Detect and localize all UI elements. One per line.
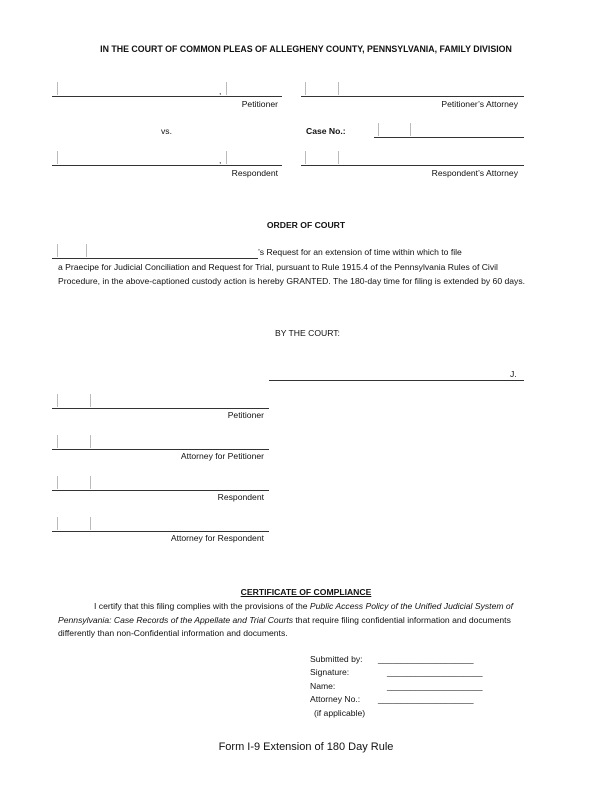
signature-label: Signature: (310, 667, 350, 677)
distribution-marker (90, 476, 91, 489)
distribution-label-attorney-respondent: Attorney for Respondent (170, 533, 264, 543)
form-title: Form I-9 Extension of 180 Day Rule (218, 741, 394, 753)
petitioner-field-marker (57, 82, 58, 95)
attorney-no-label: Attorney No.: (310, 694, 361, 704)
petitioner-comma: , (219, 86, 222, 96)
distribution-line-petitioner[interactable] (52, 408, 269, 409)
judge-suffix: J. (510, 369, 517, 379)
distribution-marker (90, 517, 91, 530)
certificate-text-2: that require filing confidential information and documents differently than non-Confidential information and documents. (58, 614, 511, 639)
case-no-line[interactable] (374, 137, 524, 138)
signature-field[interactable]: ____________________ (387, 667, 483, 677)
distribution-marker (90, 394, 91, 407)
name-field[interactable]: ____________________ (387, 681, 483, 691)
attorney-no-field[interactable]: ____________________ (378, 694, 474, 704)
petitioner-name-line[interactable] (52, 96, 282, 97)
case-no-field-marker (378, 123, 379, 136)
respondent-attorney-field-marker (338, 151, 339, 164)
distribution-label-respondent: Respondent (217, 492, 264, 502)
petitioner-attorney-field-marker (338, 82, 339, 95)
petitioner-attorney-label: Petitioner’s Attorney (441, 99, 518, 109)
case-no-field-marker (410, 123, 411, 136)
certificate-text-1: I certify that this filing complies with the provisions of the (94, 601, 310, 611)
respondent-attorney-field-marker (305, 151, 306, 164)
certificate-policy-name: Public Access Policy of the Unified Judicial System of Pennsylvania: Case Records of the Appellate and Trial Courts (58, 601, 514, 625)
name-label: Name: (310, 681, 336, 691)
distribution-line-respondent[interactable] (52, 490, 269, 491)
respondent-comma: , (219, 155, 222, 165)
order-body: a Praecipe for Judicial Conciliation and Request for Trial, pursuant to Rule 1915.4 of the Pennsylvania Rules of Civil Procedure, in the above-captioned custody action is hereby GRANTED. The 180-day time for filing is extended by 60 days. (58, 262, 526, 286)
distribution-marker (57, 394, 58, 407)
petitioner-attorney-line[interactable] (301, 96, 524, 97)
certificate-text (58, 600, 542, 641)
distribution-marker (57, 476, 58, 489)
order-title: ORDER OF COURT (266, 220, 346, 230)
petitioner-attorney-field-marker (305, 82, 306, 95)
distribution-line-attorney-respondent[interactable] (52, 531, 269, 532)
requesting-party-marker (57, 244, 58, 257)
distribution-label-attorney-petitioner: Attorney for Petitioner (180, 451, 264, 461)
requesting-party-line[interactable] (52, 258, 258, 259)
requesting-party-marker (86, 244, 87, 257)
distribution-marker (57, 435, 58, 448)
case-no-label: Case No.: (306, 126, 346, 136)
order-first-line: ’s Request for an extension of time within which to file (258, 247, 462, 257)
judge-signature-line[interactable] (269, 380, 524, 381)
by-the-court: BY THE COURT: (275, 328, 340, 338)
respondent-field-marker (226, 151, 227, 164)
respondent-name-line[interactable] (52, 165, 282, 166)
submitted-by-label: Submitted by: (310, 654, 363, 664)
vs-label: vs. (161, 126, 172, 136)
respondent-attorney-line[interactable] (301, 165, 524, 166)
distribution-line-attorney-petitioner[interactable] (52, 449, 269, 450)
distribution-label-petitioner: Petitioner (227, 410, 264, 420)
respondent-attorney-label: Respondent’s Attorney (431, 168, 518, 178)
submitted-by-field[interactable]: ____________________ (378, 654, 474, 664)
respondent-label: Respondent (231, 168, 278, 178)
petitioner-field-marker (226, 82, 227, 95)
if-applicable-note: (if applicable) (314, 708, 366, 718)
distribution-marker (90, 435, 91, 448)
certificate-title: CERTIFICATE OF COMPLIANCE (240, 587, 372, 597)
court-title: IN THE COURT OF COMMON PLEAS OF ALLEGHENY COUNTY, PENNSYLVANIA, FAMILY DIVISION (100, 44, 512, 54)
distribution-marker (57, 517, 58, 530)
petitioner-label: Petitioner (241, 99, 278, 109)
respondent-field-marker (57, 151, 58, 164)
